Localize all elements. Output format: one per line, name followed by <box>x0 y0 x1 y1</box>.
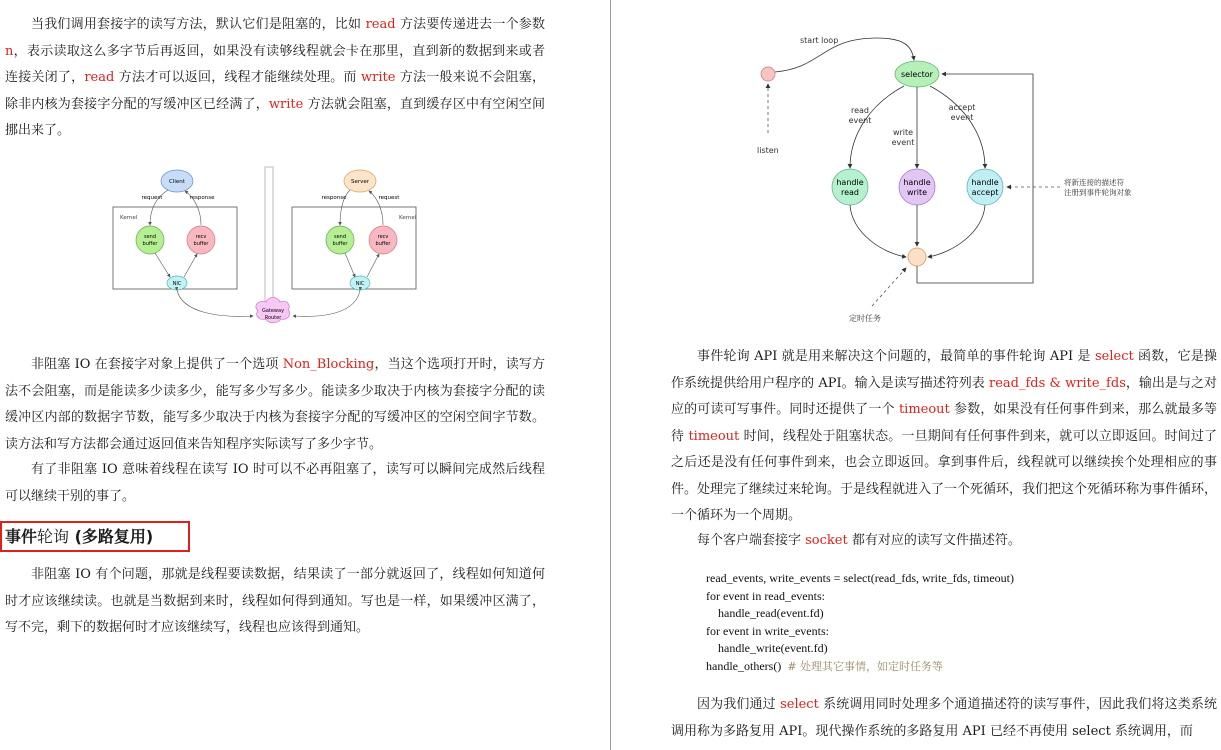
handle-accept-l1: handle <box>971 178 999 187</box>
kernel-label-left: Kernel <box>120 215 138 221</box>
highlight-term: read <box>84 70 115 85</box>
gateway-label-l2: Router <box>264 315 282 321</box>
response-label-left: response <box>189 195 215 201</box>
handle-read-l1: handle <box>836 178 864 187</box>
text-run: 事件轮询 API 就是用来解决这个问题的，最简单的事件轮询 API 是 <box>697 349 1095 364</box>
heading-thin: 轮询 <box>37 527 70 546</box>
left-paragraph-2 <box>5 352 545 458</box>
text-run: 参数，如果没有任何事件到来，那么就最多等待 <box>671 402 1217 444</box>
text-run: 方法就会阻塞，直到缓存区中有空闲空间挪出来了。 <box>5 96 545 138</box>
start-loop-label: start loop <box>800 36 839 45</box>
read-event-l1: read <box>850 106 870 115</box>
code-line-4: for event in write_events: <box>706 623 829 638</box>
send-buffer-right-l2: buffer <box>332 241 348 247</box>
text-run: 系统调用同时处理多个通道描述符的读写事件，因此我们将这类系统调用称为多路复用 API。现代操作系统的多路复用 API 已经不再使用 select 系统调用，而 <box>671 697 1217 739</box>
handle-accept-node <box>967 169 1003 205</box>
send-buffer-right-l1: send <box>333 234 347 240</box>
text-run: 时间，线程处于阻塞状态。一旦期间有任何事件到来，就可以立即返回。时间过了之后还是没有任何事件到来，也会立即返回。拿到事件后，线程就可以继续挨个处理相应的事件。处理完了继续过来轮询。于是线程就进入了一个死循环，我们把这个死循环称为事件循环，一个循环为一个周期。 <box>671 428 1218 523</box>
text-run: ，当这个选项打开时，读写方法不会阻塞，而是能读多少读多少，能写多少写多少。能读多少取决于内核为套接字分配的读缓冲区内部的数据字节数，能写多少取决于内核为套接字分配的写缓冲区的空闲空间字节数。读方法和写方法都会通过返回值来告知程序实际读写了多少字节。 <box>5 357 545 452</box>
read-event-l2: event <box>848 116 872 125</box>
send-buffer-right <box>326 226 354 254</box>
highlight-term: timeout <box>688 428 740 444</box>
recv-buffer-left <box>187 226 215 254</box>
server-label: Server <box>350 179 370 185</box>
left-paragraph-1 <box>5 12 545 145</box>
right-paragraph-3 <box>671 692 1217 745</box>
highlight-term: timeout <box>898 402 950 417</box>
right-page <box>612 0 1221 750</box>
highlight-term: read_fds & write_fds <box>988 375 1126 391</box>
highlight-term: write <box>361 70 396 85</box>
recv-buffer-right-l1: recv <box>377 234 389 240</box>
client-label: Client <box>169 179 185 185</box>
code-line-2: for event in read_events: <box>706 588 825 603</box>
highlight-term: read <box>365 17 396 32</box>
text-run: 因为我们通过 <box>697 697 781 712</box>
left-page <box>0 0 610 750</box>
handle-write-node <box>899 169 935 205</box>
recv-buffer-right <box>369 226 397 254</box>
divider-pillar <box>265 167 273 317</box>
text-run: ，输出是与之对应的可读可写事件。同时还提供了一个 <box>671 375 1217 417</box>
timer-label: 定时任务 <box>849 314 881 323</box>
code-comment: # 处理其它事情，如定时任务等 <box>787 659 944 673</box>
text-run: ，表示读取这么多字节后再返回，如果没有读够线程就会卡在那里，直到新的数据到来或者连接关闭了， <box>5 43 545 85</box>
handle-write-l1: handle <box>903 178 931 187</box>
section-heading <box>0 521 190 552</box>
highlight-term: Non_Blocking <box>282 357 375 372</box>
send-buffer-left-l1: send <box>143 234 157 240</box>
gateway-label-l1: Gateway <box>261 308 285 314</box>
join-node <box>908 248 926 266</box>
code-line-5: handle_write(event.fd) <box>706 641 828 656</box>
start-node <box>761 67 775 81</box>
highlight-term: select <box>1094 349 1134 364</box>
code-block <box>706 570 1014 676</box>
text-run: 当我们调用套接字的读写方法，默认它们是阻塞的，比如 <box>31 17 366 32</box>
text-run: 非阻塞 IO 在套接字对象上提供了一个选项 <box>31 357 283 372</box>
register-note-l1: 将新连接的描述符 <box>1064 178 1124 187</box>
handle-accept-l2: accept <box>971 188 999 197</box>
selector-label: selector <box>901 70 933 79</box>
right-paragraph-1 <box>671 344 1217 530</box>
text-run: 函数，它是操作系统提供给用户程序的 API。输入是读写描述符列表 <box>671 349 1218 391</box>
left-paragraph-3: 有了非阻塞 IO 意味着线程在读写 IO 时可以不必再阻塞了，读写可以瞬间完成然后线程可以继续干别的事了。 <box>5 462 545 504</box>
write-event-l1: write <box>892 128 914 137</box>
recv-buffer-left-l2: buffer <box>193 241 209 247</box>
send-buffer-left-l2: buffer <box>142 241 158 247</box>
right-paragraph-2 <box>671 528 1217 555</box>
code-line-6: handle_others() <box>706 658 782 673</box>
client-server-diagram <box>110 163 440 328</box>
heading-rest: (多路复用) <box>69 527 154 546</box>
text-run: 都有对应的读写文件描述符。 <box>847 533 1021 548</box>
accept-event-l2: event <box>950 113 974 122</box>
text-run: 方法一般来说不会阻塞，除非内核为套接字分配的写缓冲区已经满了， <box>5 70 545 112</box>
code-line-3: handle_read(event.fd) <box>706 606 824 621</box>
nic-left-label: NIC <box>172 281 182 287</box>
code-line-1: read_events, write_events = select(read_fds, write_fds, timeout) <box>706 571 1014 585</box>
text-run: 方法才可以返回，线程才能继续处理。而 <box>114 70 361 85</box>
write-event-l2: event <box>891 138 915 147</box>
kernel-label-right: Kernel <box>399 215 417 221</box>
text-run: 方法要传递进去一个参数 <box>395 17 545 32</box>
send-buffer-left <box>136 226 164 254</box>
nic-right-label: NIC <box>355 281 365 287</box>
highlight-term: n <box>5 43 14 59</box>
handle-read-node <box>832 169 868 205</box>
left-paragraph-4: 非阻塞 IO 有个问题，那就是线程要读数据，结果读了一部分就返回了，线程如何知道何时才应该继续读。也就是当数据到来时，线程如何得到通知。写也是一样，如果缓冲区满了，写不完，剩下的数据何时才应该继续写，线程也应该得到通知。 <box>5 567 545 635</box>
heading-bold: 事件 <box>5 527 38 546</box>
highlight-term: select <box>780 697 819 712</box>
handle-read-l2: read <box>840 188 860 197</box>
event-loop-diagram <box>752 28 1162 328</box>
response-label-right: response <box>321 195 347 201</box>
listen-label: listen <box>757 146 779 155</box>
kernel-box-right <box>292 207 416 289</box>
request-label-left: request <box>141 195 163 201</box>
recv-buffer-left-l1: recv <box>195 234 207 240</box>
highlight-term: socket <box>805 533 848 548</box>
accept-event-l1: accept <box>948 103 976 112</box>
register-note-l2: 注册到事件轮询对象 <box>1064 188 1132 197</box>
recv-buffer-right-l2: buffer <box>375 241 391 247</box>
text-run: 每个客户端套接字 <box>697 533 806 548</box>
request-label-right: request <box>378 195 400 201</box>
handle-write-l2: write <box>906 188 928 197</box>
page-divider <box>610 0 611 750</box>
highlight-term: write <box>268 96 304 112</box>
